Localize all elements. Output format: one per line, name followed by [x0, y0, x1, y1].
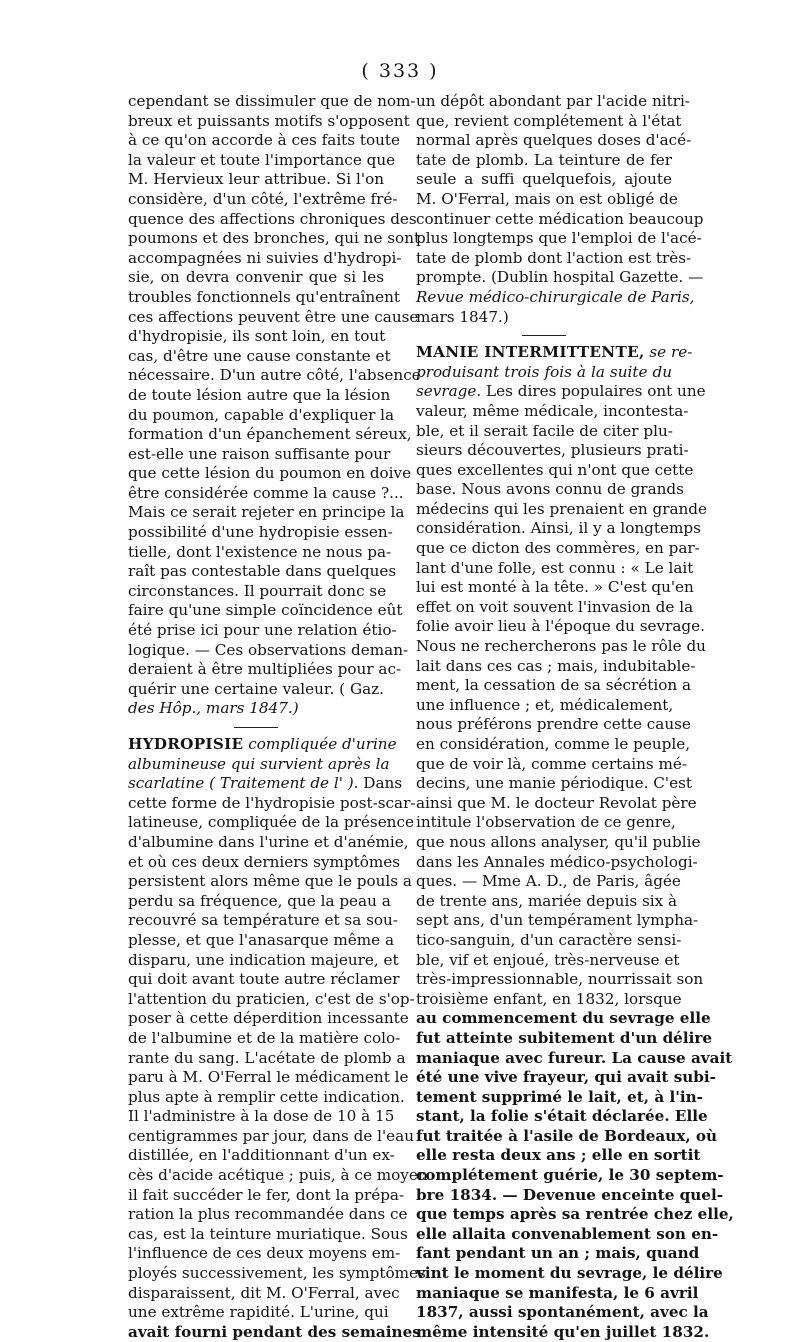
- text-line: continuer cette médication beaucoup: [416, 209, 704, 228]
- text-line: ques. — Mme A. D., de Paris, âgée: [416, 872, 681, 891]
- text-line: faire qu'une simple coïncidence eût: [128, 601, 403, 620]
- text-line: latineuse, compliquée de la présence: [128, 813, 414, 832]
- italic-segment: sevrage.: [416, 382, 482, 401]
- left-paragraph-2: [128, 735, 428, 1342]
- text-line: nécessaire. D'un autre côté, l'absence: [128, 366, 421, 385]
- text-line: Revue médico-chirurgicale de Paris,: [416, 287, 695, 306]
- section-divider: [522, 335, 566, 336]
- text-line: Il l'administre à la dose de 10 à 15: [128, 1107, 395, 1126]
- text-line: tement supprimé le lait, et, à l'in-: [416, 1087, 703, 1106]
- text-line: lait dans ces cas ; mais, indubitable-: [416, 656, 696, 675]
- text-line: mars 1847.): [416, 307, 509, 326]
- text-line: été une vive frayeur, qui avait subi-: [416, 1068, 716, 1087]
- text-line: tielle, dont l'existence ne nous pa-: [128, 542, 392, 561]
- text-line: plus longtemps que l'emploi de l'acé-: [416, 229, 702, 248]
- text-line: lui est monté à la tête. » C'est qu'en: [416, 578, 694, 597]
- text-line: plesse, et que l'anasarque même a: [128, 930, 395, 949]
- text-line: l'influence de ces deux moyens em-: [128, 1244, 401, 1263]
- text-line: M. O'Ferral, mais on est obligé de: [416, 189, 678, 208]
- text-line: cette forme de l'hydropisie post-scar-: [128, 793, 416, 812]
- text-line: considération. Ainsi, il y a longtemps: [416, 519, 701, 538]
- right-column: [416, 92, 734, 1342]
- text-line: distillée, en l'additionnant d'un ex-: [128, 1146, 395, 1165]
- text-line: et où ces deux derniers symptômes: [128, 852, 401, 871]
- text-line: plus apte à remplir cette indication.: [128, 1087, 405, 1106]
- text-line: poser à cette déperdition incessante: [128, 1009, 409, 1028]
- text-line: effet on voit souvent l'invasion de la: [416, 597, 694, 616]
- text-line: ble, et il serait facile de citer plu-: [416, 421, 673, 440]
- text-line: disparu, une indication majeure, et: [128, 950, 399, 969]
- text-line: maniaque avec fureur. La cause avait: [416, 1048, 733, 1067]
- right-paragraph-2: [416, 343, 734, 1342]
- text-segment: Dans: [358, 774, 403, 793]
- text-line: en considération, comme le peuple,: [416, 735, 691, 753]
- text-line: perdu sa fréquence, que la peau a: [128, 891, 391, 910]
- text-line: cas, est la teinture muriatique. Sous: [128, 1224, 408, 1243]
- text-line: est-elle une raison suffisante pour: [128, 444, 391, 463]
- text-line: ques excellentes qui n'ont que cette: [416, 460, 694, 479]
- text-line: sieurs découvertes, plusieurs prati-: [416, 441, 689, 460]
- text-line: seule a suffi quelquefois, ajoute: [416, 170, 672, 189]
- text-line: que temps après sa rentrée chez elle,: [416, 1205, 734, 1224]
- text-line: circonstances. Il pourrait donc se: [128, 581, 387, 600]
- text-line: rante du sang. L'acétate de plomb a: [128, 1048, 406, 1067]
- text-line: breux et puissants motifs s'opposent: [128, 111, 410, 130]
- text-line: raît pas contestable dans quelques: [128, 562, 397, 581]
- text-line: il fait succéder le fer, dont la prépa-: [128, 1185, 405, 1204]
- text-line: tate de plomb. La teinture de fer: [416, 150, 672, 169]
- text-line: au commencement du sevrage elle: [416, 1009, 711, 1028]
- text-line: été prise ici pour une relation étio-: [128, 621, 397, 640]
- text-line: que de voir là, comme certains mé-: [416, 754, 688, 773]
- text-line: logique. — Ces observations deman-: [128, 640, 409, 659]
- text-line: decins, une manie périodique. C'est: [416, 774, 692, 793]
- text-line: dans les Annales médico-psychologi-: [416, 852, 698, 871]
- text-line: deraient à être multipliées pour ac-: [128, 660, 402, 679]
- left-column: [128, 92, 428, 1342]
- text-line: formation d'un épanchement séreux,: [128, 425, 412, 444]
- text-line: une extrême rapidité. L'urine, qui: [128, 1303, 389, 1322]
- text-line: poumons et des bronches, qui ne sont: [128, 229, 421, 248]
- text-line: ainsi que M. le docteur Revolat père: [416, 793, 697, 812]
- text-line: base. Nous avons connu de grands: [416, 480, 684, 499]
- text-line: troubles fonctionnels qu'entraînent: [128, 287, 401, 306]
- text-line: fut traitée à l'asile de Bordeaux, où: [416, 1126, 718, 1145]
- text-line: normal après quelques doses d'acé-: [416, 131, 692, 150]
- text-line: tate de plomb dont l'action est très-: [416, 248, 692, 267]
- text-line: folie avoir lieu à l'époque du sevrage.: [416, 617, 705, 636]
- text-line: centigrammes par jour, dans de l'eau: [128, 1126, 415, 1145]
- text-line: une influence ; et, médicalement,: [416, 695, 674, 714]
- text-line: avait fourni pendant des semaines: [128, 1322, 421, 1341]
- text-line: que nous allons analyser, qu'il publie: [416, 832, 701, 851]
- text-line: tico-sanguin, d'un caractère sensi-: [416, 930, 682, 949]
- text-line: prompte. (Dublin hospital Gazette. —: [416, 268, 704, 287]
- text-line: l'attention du praticien, c'est de s'op-: [128, 989, 415, 1008]
- text-line: fant pendant un an ; mais, quand: [416, 1244, 700, 1263]
- text-segment: Les dires populaires ont une: [481, 382, 706, 401]
- text-line: [128, 774, 403, 794]
- text-line: fut atteinte subitement d'un délire: [416, 1028, 713, 1047]
- text-line: des Hôp., mars 1847.): [128, 699, 299, 718]
- text-line: nous préférons prendre cette cause: [416, 715, 691, 734]
- page-number: ( 333 ): [361, 60, 439, 82]
- heading-subtitle: compliquée d'urine: [243, 735, 397, 753]
- text-line: intitule l'observation de ce genre,: [416, 813, 676, 832]
- text-line: sie, on devra convenir que si les: [128, 268, 384, 287]
- section-divider: [234, 727, 278, 728]
- text-line: complétement guérie, le 30 septem-: [416, 1166, 724, 1185]
- text-line: possibilité d'une hydropisie essen-: [128, 523, 393, 542]
- text-line: accompagnées ni suivies d'hydropi-: [128, 248, 402, 267]
- section-heading-line: [416, 343, 693, 363]
- text-line: que, revient complétement à l'état: [416, 111, 682, 130]
- section-heading: HYDROPISIE: [128, 735, 244, 753]
- text-line: paru à M. O'Ferral le médicament le: [128, 1068, 409, 1087]
- text-line: produisant trois fois à la suite du: [416, 362, 672, 381]
- text-line: très-impressionnable, nourrissait son: [416, 970, 704, 989]
- text-line: elle allaita convenablement son en-: [416, 1224, 719, 1243]
- text-line: ment, la cessation de sa sécrétion a: [416, 676, 692, 695]
- text-line: ration la plus recommandée dans ce: [128, 1205, 408, 1224]
- text-line: d'hydropisie, ils sont loin, en tout: [128, 327, 386, 346]
- text-line: que ce dicton des commères, en par-: [416, 539, 700, 558]
- text-line: que cette lésion du poumon en doive: [128, 464, 412, 483]
- heading-subtitle: se re-: [644, 343, 693, 362]
- text-line: troisième enfant, en 1832, lorsque: [416, 989, 682, 1008]
- section-heading-line: [128, 735, 397, 755]
- text-line: de l'albumine et de la matière colo-: [128, 1028, 401, 1047]
- text-line: à ce qu'on accorde à ces faits toute: [128, 131, 401, 150]
- left-paragraph-1: [128, 92, 421, 719]
- text-line: médecins qui les prenaient en grande: [416, 499, 708, 518]
- text-line: ble, vif et enjoué, très-nerveuse et: [416, 950, 680, 969]
- text-line: persistent alors même que le pouls a: [128, 872, 412, 891]
- text-line: cas, d'être une cause constante et: [128, 346, 391, 365]
- right-paragraph-1: [416, 92, 704, 327]
- text-line: même intensité qu'en juillet 1832.: [416, 1322, 710, 1341]
- text-line: considère, d'un côté, l'extrême fré-: [128, 189, 398, 208]
- text-line: de toute lésion autre que la lésion: [128, 385, 391, 404]
- text-line: un dépôt abondant par l'acide nitri-: [416, 92, 690, 110]
- text-line: qui doit avant toute autre réclamer: [128, 970, 400, 989]
- text-line: sept ans, d'un tempérament lympha-: [416, 911, 699, 930]
- text-line: albumineuse qui survient après la: [128, 754, 390, 773]
- text-line: cès d'acide acétique ; puis, à ce moyen: [128, 1166, 428, 1185]
- text-line: la valeur et toute l'importance que: [128, 150, 396, 169]
- text-line: ployés successivement, les symptômes: [128, 1264, 426, 1283]
- text-line: vint le moment du sevrage, le délire: [416, 1264, 723, 1283]
- text-line: Mais ce serait rejeter en principe la: [128, 503, 405, 522]
- text-line: valeur, même médicale, incontesta-: [416, 401, 689, 420]
- text-line: cependant se dissimuler que de nom-: [128, 92, 416, 110]
- text-line: d'albumine dans l'urine et d'anémie,: [128, 832, 409, 851]
- text-line: Nous ne rechercherons pas le rôle du: [416, 637, 706, 656]
- section-heading: MANIE INTERMITTENTE,: [416, 343, 645, 362]
- text-line: elle resta deux ans ; elle en sortit: [416, 1146, 701, 1165]
- text-line: recouvré sa température et sa sou-: [128, 911, 398, 930]
- text-line: quérir une certaine valeur. ( Gaz.: [128, 679, 384, 698]
- text-line: M. Hervieux leur attribue. Si l'on: [128, 170, 384, 189]
- text-line: 1837, aussi spontanément, avec la: [416, 1303, 709, 1322]
- text-line: bre 1834. — Devenue enceinte quel-: [416, 1185, 724, 1204]
- text-line: de trente ans, mariée depuis six à: [416, 891, 678, 910]
- text-line: du poumon, capable d'expliquer la: [128, 405, 395, 424]
- text-line: [416, 382, 706, 402]
- text-line: être considérée comme la cause ?...: [128, 483, 404, 502]
- text-line: ces affections peuvent être une cause: [128, 307, 419, 326]
- text-line: stant, la folie s'était déclarée. Elle: [416, 1107, 708, 1126]
- text-line: maniaque se manifesta, le 6 avril: [416, 1283, 699, 1302]
- text-line: lant d'une folle, est connu : « Le lait: [416, 558, 694, 577]
- text-line: quence des affections chroniques des: [128, 209, 417, 228]
- text-line: disparaissent, dit M. O'Ferral, avec: [128, 1283, 400, 1302]
- italic-segment: scarlatine ( Traitement de l' ).: [128, 774, 359, 793]
